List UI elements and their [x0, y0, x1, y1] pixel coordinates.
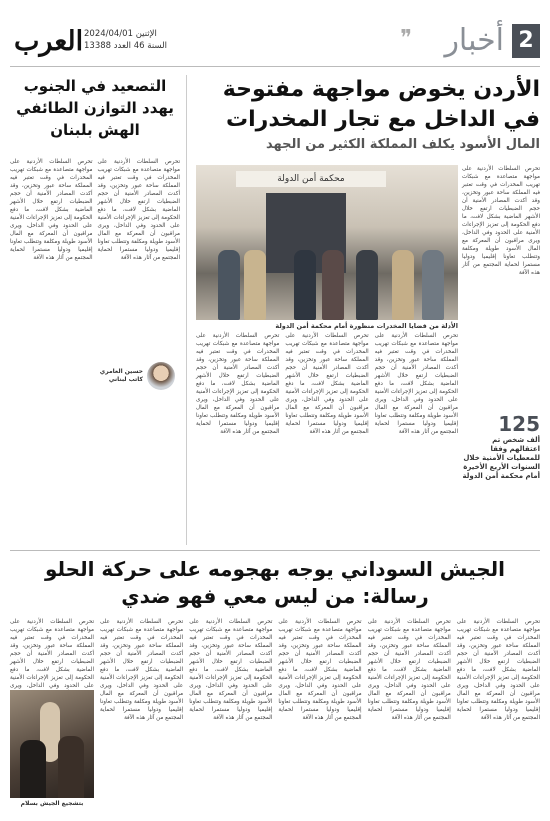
- bottom-headline-2: رسالة: من ليس معي فهو ضدي: [121, 584, 429, 608]
- main-subheadline: المال الأسود يكلف المملكة الكثير من الجهد: [265, 137, 540, 152]
- author-box: [95, 362, 175, 402]
- person-figure: [218, 250, 240, 320]
- side-story-column-2: تحرص السلطات الأردنية على مواجهة متصاعدة مع شبكات تهريب المخدرات في وقت تعتبر فيه المملكة ساحة عبور وتخزين، وقد أكدت المصادر الأمنية أن حجم الضبطيات ارتفع خلال الأشهر الماضية بشكل لافت، ما دفع الحكومة إلى تعزيز الإجراءات الأمنية على الحدود وفي الداخل، ويرى مراقبون أن المعركة مع المال الأسود طويلة ومكلفة وتتطلب تعاونا إقليميا ودوليا مستمرا لحماية المجتمع من آثار هذه الآفة: [10, 159, 93, 261]
- quote-mark-icon: ❞: [400, 26, 412, 51]
- bottom-story-head: [10, 556, 540, 610]
- issue-meta: [84, 28, 167, 52]
- bottom-headline-1: الجيش السوداني يوجه بهجومه على حركة الحلو: [44, 557, 506, 581]
- side-headline: التصعيد في الجنوب يهدد التوازن الطائفي الهش بلبنان: [16, 77, 174, 139]
- person-figure: [356, 250, 378, 320]
- bottom-story-body: [100, 618, 540, 814]
- photo-figure: [58, 736, 84, 798]
- bottom-story-column-3: تحرص السلطات الأردنية على مواجهة متصاعدة مع شبكات تهريب المخدرات في وقت تعتبر فيه المملكة ساحة عبور وتخزين، وقد أكدت المصادر الأمنية أن حجم الضبطيات ارتفع خلال الأشهر الماضية بشكل لافت، ما دفع الحكومة إلى تعزيز الإجراءات الأمنية على الحدود وفي الداخل، ويرى مراقبون أن المعركة مع المال الأسود طويلة ومكلفة وتتطلب تعاونا إقليميا ودوليا مستمرا لحماية المجتمع من آثار هذه الآفة: [278, 619, 362, 721]
- main-story-column-2: تحرص السلطات الأردنية على مواجهة متصاعدة مع شبكات تهريب المخدرات في وقت تعتبر فيه المملكة ساحة عبور وتخزين، وقد أكدت المصادر الأمنية أن حجم الضبطيات ارتفع خلال الأشهر الماضية بشكل لافت، ما دفع الحكومة إلى تعزيز الإجراءات الأمنية على الحدود وفي الداخل، ويرى مراقبون أن المعركة مع المال الأسود طويلة ومكلفة وتتطلب تعاونا إقليميا ودوليا مستمرا لحماية المجتمع من آثار هذه الآفة: [374, 333, 458, 435]
- main-photo-caption: الأدلة من قضايا المخدرات منظورة أمام محكمة أمن الدولة: [275, 322, 458, 330]
- person-figure: [392, 250, 414, 320]
- author-role: كاتب لبناني: [108, 376, 143, 383]
- section-number: 2: [512, 24, 540, 58]
- main-story-column-4: تحرص السلطات الأردنية على مواجهة متصاعدة مع شبكات تهريب المخدرات في وقت تعتبر فيه المملكة ساحة عبور وتخزين، وقد أكدت المصادر الأمنية أن حجم الضبطيات ارتفع خلال الأشهر الماضية بشكل لافت، ما دفع الحكومة إلى تعزيز الإجراءات الأمنية على الحدود وفي الداخل، ويرى مراقبون أن المعركة مع المال الأسود طويلة ومكلفة وتتطلب تعاونا إقليميا ودوليا مستمرا لحماية المجتمع من آثار هذه الآفة: [196, 333, 280, 435]
- newspaper-logo: العرب: [14, 26, 84, 57]
- author-info: [100, 368, 143, 384]
- side-story-body: [10, 158, 180, 548]
- person-figure: [422, 250, 444, 320]
- bottom-story-column-5: تحرص السلطات الأردنية على مواجهة متصاعدة مع شبكات تهريب المخدرات في وقت تعتبر فيه المملكة ساحة عبور وتخزين، وقد أكدت المصادر الأمنية أن حجم الضبطيات ارتفع خلال الأشهر الماضية بشكل لافت، ما دفع الحكومة إلى تعزيز الإجراءات الأمنية على الحدود وفي الداخل، ويرى مراقبون أن المعركة مع المال الأسود طويلة ومكلفة وتتطلب تعاونا إقليميا ودوليا مستمرا لحماية المجتمع من آثار هذه الآفة: [99, 619, 184, 721]
- main-photo: [196, 165, 458, 320]
- header-rule: [10, 66, 540, 67]
- stat-number: 125: [498, 412, 540, 436]
- photo-figure: [20, 740, 46, 798]
- bottom-story-column-2: تحرص السلطات الأردنية على مواجهة متصاعدة مع شبكات تهريب المخدرات في وقت تعتبر فيه المملكة ساحة عبور وتخزين، وقد أكدت المصادر الأمنية أن حجم الضبطيات ارتفع خلال الأشهر الماضية بشكل لافت، ما دفع الحكومة إلى تعزيز الإجراءات الأمنية على الحدود وفي الداخل، ويرى مراقبون أن المعركة مع المال الأسود طويلة ومكلفة وتتطلب تعاونا إقليميا ودوليا مستمرا لحماية المجتمع من آثار هذه الآفة: [367, 619, 451, 721]
- column-separator: [186, 75, 187, 545]
- bottom-photo: [10, 690, 94, 798]
- section-title: أخبار: [444, 23, 504, 58]
- person-figure: [294, 250, 316, 320]
- bottom-story-column-6: تحرص السلطات الأردنية على مواجهة متصاعدة مع شبكات تهريب المخدرات في وقت تعتبر فيه المملكة ساحة عبور وتخزين، وقد أكدت المصادر الأمنية أن حجم الضبطيات ارتفع خلال الأشهر الماضية بشكل لافت، ما دفع الحكومة إلى تعزيز الإجراءات الأمنية على الحدود وفي الداخل، ويرى: [10, 619, 94, 689]
- person-figure: [322, 250, 344, 320]
- section-rule: [10, 550, 540, 551]
- main-story-column-3: تحرص السلطات الأردنية على مواجهة متصاعدة مع شبكات تهريب المخدرات في وقت تعتبر فيه المملكة ساحة عبور وتخزين، وقد أكدت المصادر الأمنية أن حجم الضبطيات ارتفع خلال الأشهر الماضية بشكل لافت، ما دفع الحكومة إلى تعزيز الإجراءات الأمنية على الحدود وفي الداخل، ويرى مراقبون أن المعركة مع المال الأسود طويلة ومكلفة وتتطلب تعاونا إقليميا ودوليا مستمرا لحماية المجتمع من آثار هذه الآفة: [285, 333, 369, 435]
- court-sign: محكمة أمن الدولة: [236, 171, 386, 187]
- main-headline: الأردن يخوض مواجهة مفتوحة في الداخل مع تجار المخدرات: [222, 77, 540, 132]
- bottom-story-column-1: تحرص السلطات الأردنية على مواجهة متصاعدة مع شبكات تهريب المخدرات في وقت تعتبر فيه المملكة ساحة عبور وتخزين، وقد أكدت المصادر الأمنية أن حجم الضبطيات ارتفع خلال الأشهر الماضية بشكل لافت، ما دفع الحكومة إلى تعزيز الإجراءات الأمنية على الحدود وفي الداخل، ويرى مراقبون أن المعركة مع المال الأسود طويلة ومكلفة وتتطلب تعاونا إقليميا ودوليا مستمرا لحماية المجتمع من آثار هذه الآفة: [456, 619, 540, 721]
- side-story-head: [10, 75, 180, 141]
- bottom-story-column-4: تحرص السلطات الأردنية على مواجهة متصاعدة مع شبكات تهريب المخدرات في وقت تعتبر فيه المملكة ساحة عبور وتخزين، وقد أكدت المصادر الأمنية أن حجم الضبطيات ارتفع خلال الأشهر الماضية بشكل لافت، ما دفع الحكومة إلى تعزيز الإجراءات الأمنية على الحدود وفي الداخل، ويرى مراقبون أن المعركة مع المال الأسود طويلة ومكلفة وتتطلب تعاونا إقليميا ودوليا مستمرا لحماية المجتمع من آثار هذه الآفة: [189, 619, 273, 721]
- bottom-photo-caption: بتشجيع الجيش بسلام: [20, 800, 84, 807]
- stat-box: [462, 412, 540, 481]
- main-story-head: [180, 75, 540, 152]
- author-name: حسين العامري: [99, 368, 143, 375]
- page-header: [14, 24, 540, 64]
- issue-date: الإثنين 2024/04/01: [84, 29, 157, 39]
- stat-text: ألف شخص تم اعتقالهم وفقا للمعطيات الأمنية خلال السنوات الأربع الأخيرة أمام محكمة أمن الدولة: [462, 436, 540, 480]
- side-story-column-1: تحرص السلطات الأردنية على مواجهة متصاعدة مع شبكات تهريب المخدرات في وقت تعتبر فيه المملكة ساحة عبور وتخزين، وقد أكدت المصادر الأمنية أن حجم الضبطيات ارتفع خلال الأشهر الماضية بشكل لافت، ما دفع الحكومة إلى تعزيز الإجراءات الأمنية على الحدود وفي الداخل، ويرى مراقبون أن المعركة مع المال الأسود طويلة ومكلفة وتتطلب تعاونا إقليميا ودوليا مستمرا لحماية المجتمع من آثار هذه الآفة: [97, 159, 180, 261]
- main-story-body: [196, 332, 458, 532]
- person-figure: [244, 250, 266, 320]
- author-avatar: [147, 362, 175, 390]
- main-story-column-1: تحرص السلطات الأردنية على مواجهة متصاعدة مع شبكات تهريب المخدرات في وقت تعتبر فيه المملكة ساحة عبور وتخزين، وقد أكدت المصادر الأمنية أن حجم الضبطيات ارتفع خلال الأشهر الماضية بشكل لافت، ما دفع الحكومة إلى تعزيز الإجراءات الأمنية على الحدود وفي الداخل، ويرى مراقبون أن المعركة مع المال الأسود طويلة ومكلفة وتتطلب تعاونا إقليميا ودوليا مستمرا لحماية المجتمع من آثار هذه الآفة: [462, 166, 540, 276]
- issue-number: السنة 46 العدد 13388: [84, 41, 167, 51]
